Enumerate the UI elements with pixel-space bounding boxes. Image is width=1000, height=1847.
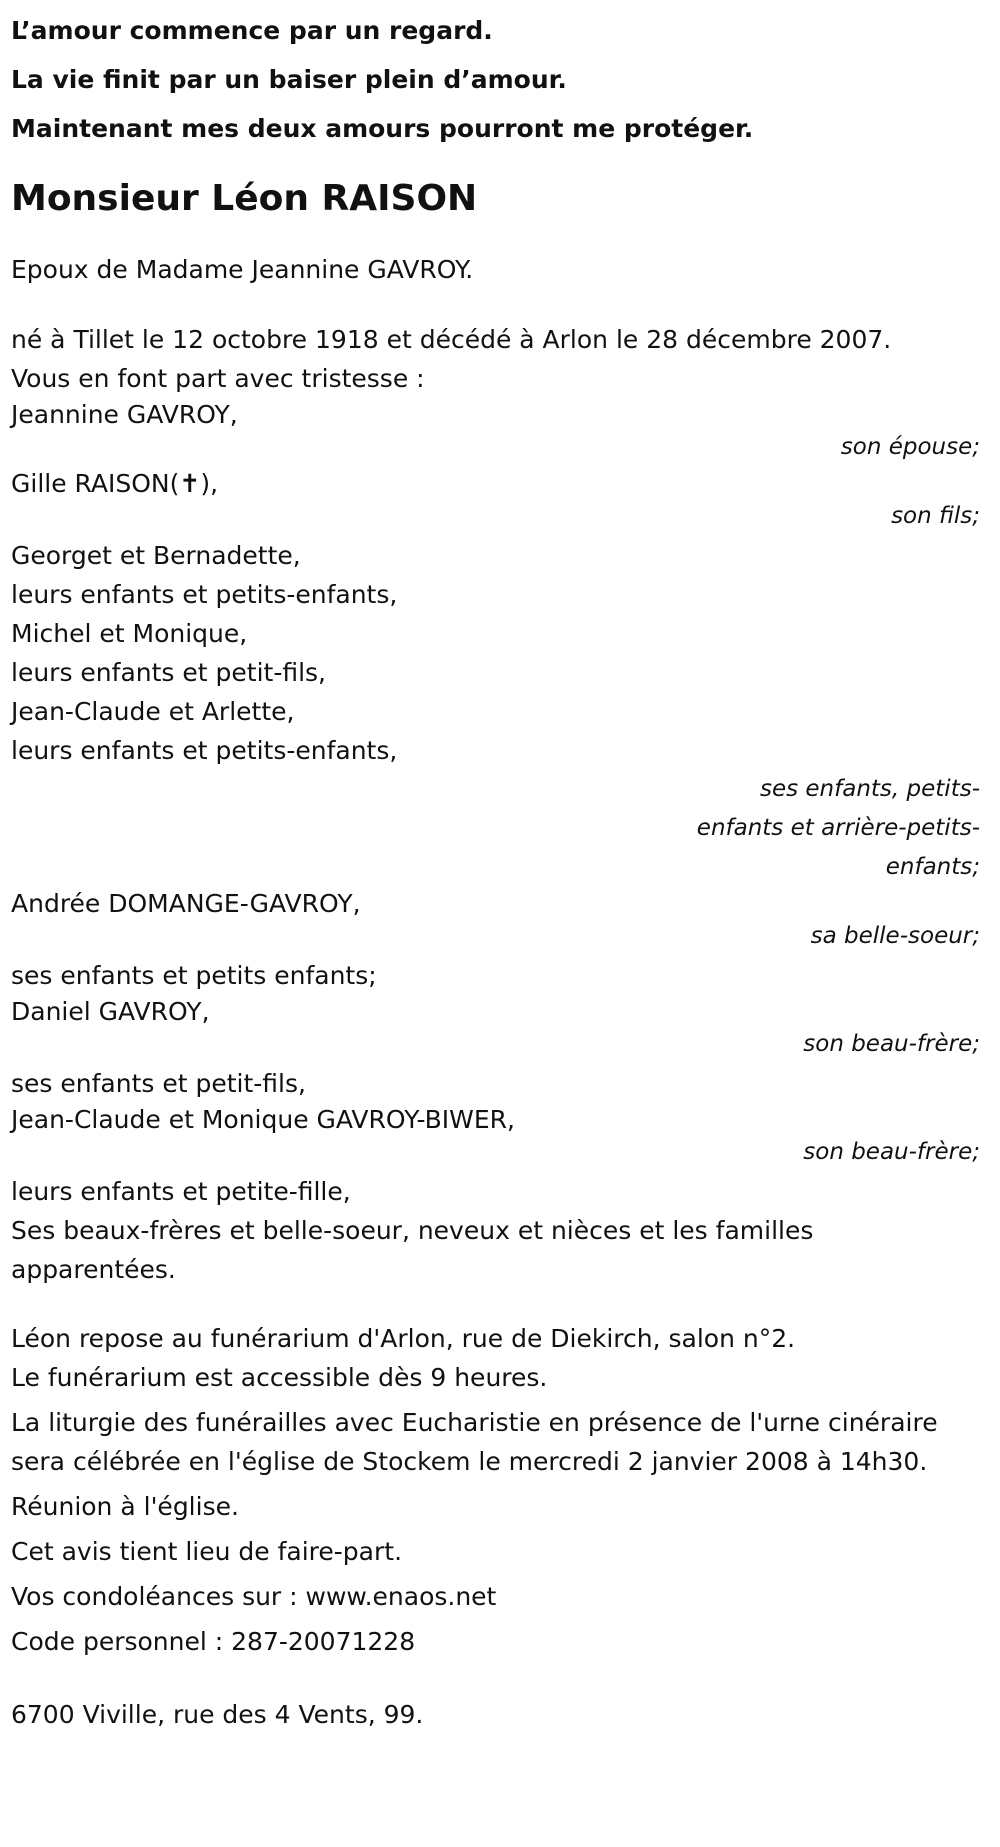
children-line-3: Michel et Monique, <box>11 619 248 648</box>
family-member-jean-claude-monique: Jean-Claude et Monique GAVROY-BIWER, <box>11 1105 515 1134</box>
reunion-text: Réunion à l'église. <box>11 1492 239 1521</box>
announcement-intro: Vous en font part avec tristesse : <box>11 364 425 393</box>
epigraph-line-2: La vie finit par un baiser plein d’amour. <box>11 65 567 94</box>
epigraph <box>11 6 989 153</box>
family-member-jeannine: Jeannine GAVROY, <box>11 400 238 429</box>
liturgy-text: La liturgie des funérailles avec Eucharistie en présence de l'urne cinéraire sera célébrée en l'église de Stockem le mercredi 2 janvier 2008 à 14h30. <box>11 1408 938 1476</box>
notice-text: Cet avis tient lieu de faire-part. <box>11 1537 403 1566</box>
role-enfants: ses enfants, petits-enfants et arrière-petits-enfants; <box>696 776 980 880</box>
funerarium-repose: Léon repose au funérarium d'Arlon, rue de Diekirch, salon n°2. <box>11 1324 796 1353</box>
family-member-daniel: Daniel GAVROY, <box>11 997 210 1026</box>
extended-family: Ses beaux-frères et belle-soeur, neveux et nièces et les familles apparentées. <box>11 1216 814 1284</box>
role-epouse: son épouse; <box>840 434 980 460</box>
funerarium-access: Le funérarium est accessible dès 9 heures. <box>11 1363 548 1392</box>
role-beau-frere-daniel: son beau-frère; <box>803 1031 980 1057</box>
andree-children: ses enfants et petits enfants; <box>11 961 377 990</box>
condolences-text: Vos condoléances sur : www.enaos.net <box>11 1582 497 1611</box>
birth-death-line: né à Tillet le 12 octobre 1918 et décédé à Arlon le 28 décembre 2007. <box>11 325 892 354</box>
personal-code: Code personnel : 287-20071228 <box>11 1627 416 1656</box>
deceased-name: Monsieur Léon RAISON <box>11 178 478 219</box>
jcm-children: leurs enfants et petite-fille, <box>11 1177 351 1206</box>
role-beau-frere-jean-claude: son beau-frère; <box>803 1139 980 1165</box>
obituary-page <box>0 6 1000 1847</box>
family-member-gille: Gille RAISON(✝), <box>11 469 219 498</box>
children-line-5: Jean-Claude et Arlette, <box>11 697 295 726</box>
children-line-4: leurs enfants et petit-fils, <box>11 658 327 687</box>
children-line-1: Georget et Bernadette, <box>11 541 301 570</box>
family-member-andree: Andrée DOMANGE-GAVROY, <box>11 889 361 918</box>
children-list <box>11 536 989 770</box>
epigraph-line-3: Maintenant mes deux amours pourront me protéger. <box>11 114 754 143</box>
daniel-children: ses enfants et petit-fils, <box>11 1069 306 1098</box>
role-belle-soeur: sa belle-soeur; <box>810 923 980 949</box>
children-line-6: leurs enfants et petits-enfants, <box>11 736 398 765</box>
role-fils: son fils; <box>891 503 980 529</box>
children-line-2: leurs enfants et petits-enfants, <box>11 580 398 609</box>
address: 6700 Viville, rue des 4 Vents, 99. <box>11 1700 424 1729</box>
epigraph-line-1: L’amour commence par un regard. <box>11 16 493 45</box>
spouse-line: Epoux de Madame Jeannine GAVROY. <box>11 255 474 284</box>
